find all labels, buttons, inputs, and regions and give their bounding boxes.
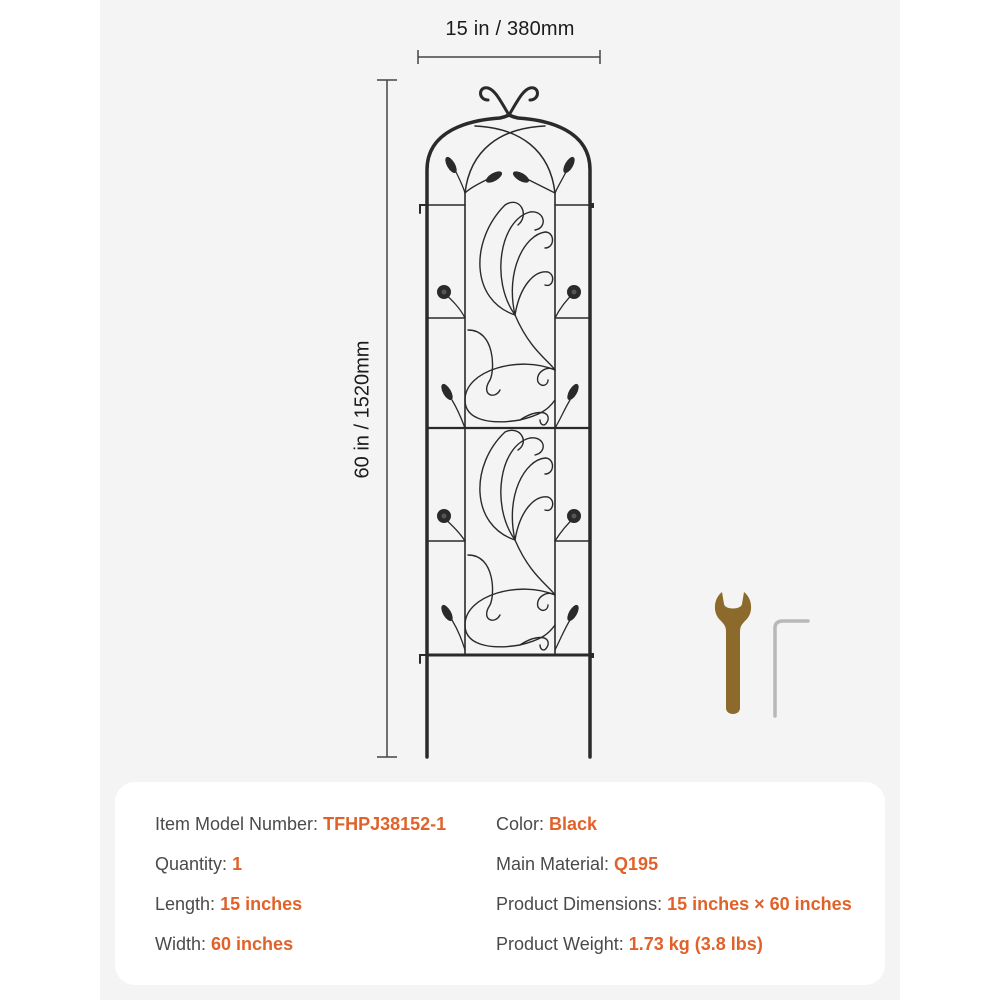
flower-ornament xyxy=(437,285,581,523)
spec-value: 15 inches xyxy=(220,894,303,914)
spec-value: Black xyxy=(549,814,598,834)
trellis-ornaments xyxy=(437,155,581,623)
width-dimension-line xyxy=(418,50,600,64)
spec-model-number: Item Model Number: TFHPJ38152-1 xyxy=(155,814,447,834)
height-dimension-line xyxy=(377,80,397,757)
spec-value: Q195 xyxy=(614,854,659,874)
spec-value: 1.73 kg (3.8 lbs) xyxy=(628,934,763,954)
spec-value: TFHPJ38152-1 xyxy=(323,814,447,834)
hex-key-icon xyxy=(775,621,808,716)
spec-dimensions: Product Dimensions: 15 inches × 60 inches xyxy=(496,894,852,914)
spec-width: Width: 60 inches xyxy=(155,934,294,954)
spec-color: Color: Black xyxy=(496,814,598,834)
width-dimension-label: 15 in / 380mm xyxy=(445,18,575,40)
spec-length: Length: 15 inches xyxy=(155,894,303,914)
wrench-icon xyxy=(715,592,751,714)
spec-material: Main Material: Q195 xyxy=(496,854,659,874)
trellis xyxy=(420,88,594,757)
specs-card xyxy=(115,782,885,985)
height-dimension-label: 60 in / 1520mm xyxy=(351,340,374,479)
spec-quantity: Quantity: 1 xyxy=(155,854,243,874)
spec-value: 60 inches xyxy=(211,934,294,954)
spec-value: 15 inches × 60 inches xyxy=(667,894,852,914)
spec-weight: Product Weight: 1.73 kg (3.8 lbs) xyxy=(496,934,763,954)
spec-value: 1 xyxy=(232,854,243,874)
